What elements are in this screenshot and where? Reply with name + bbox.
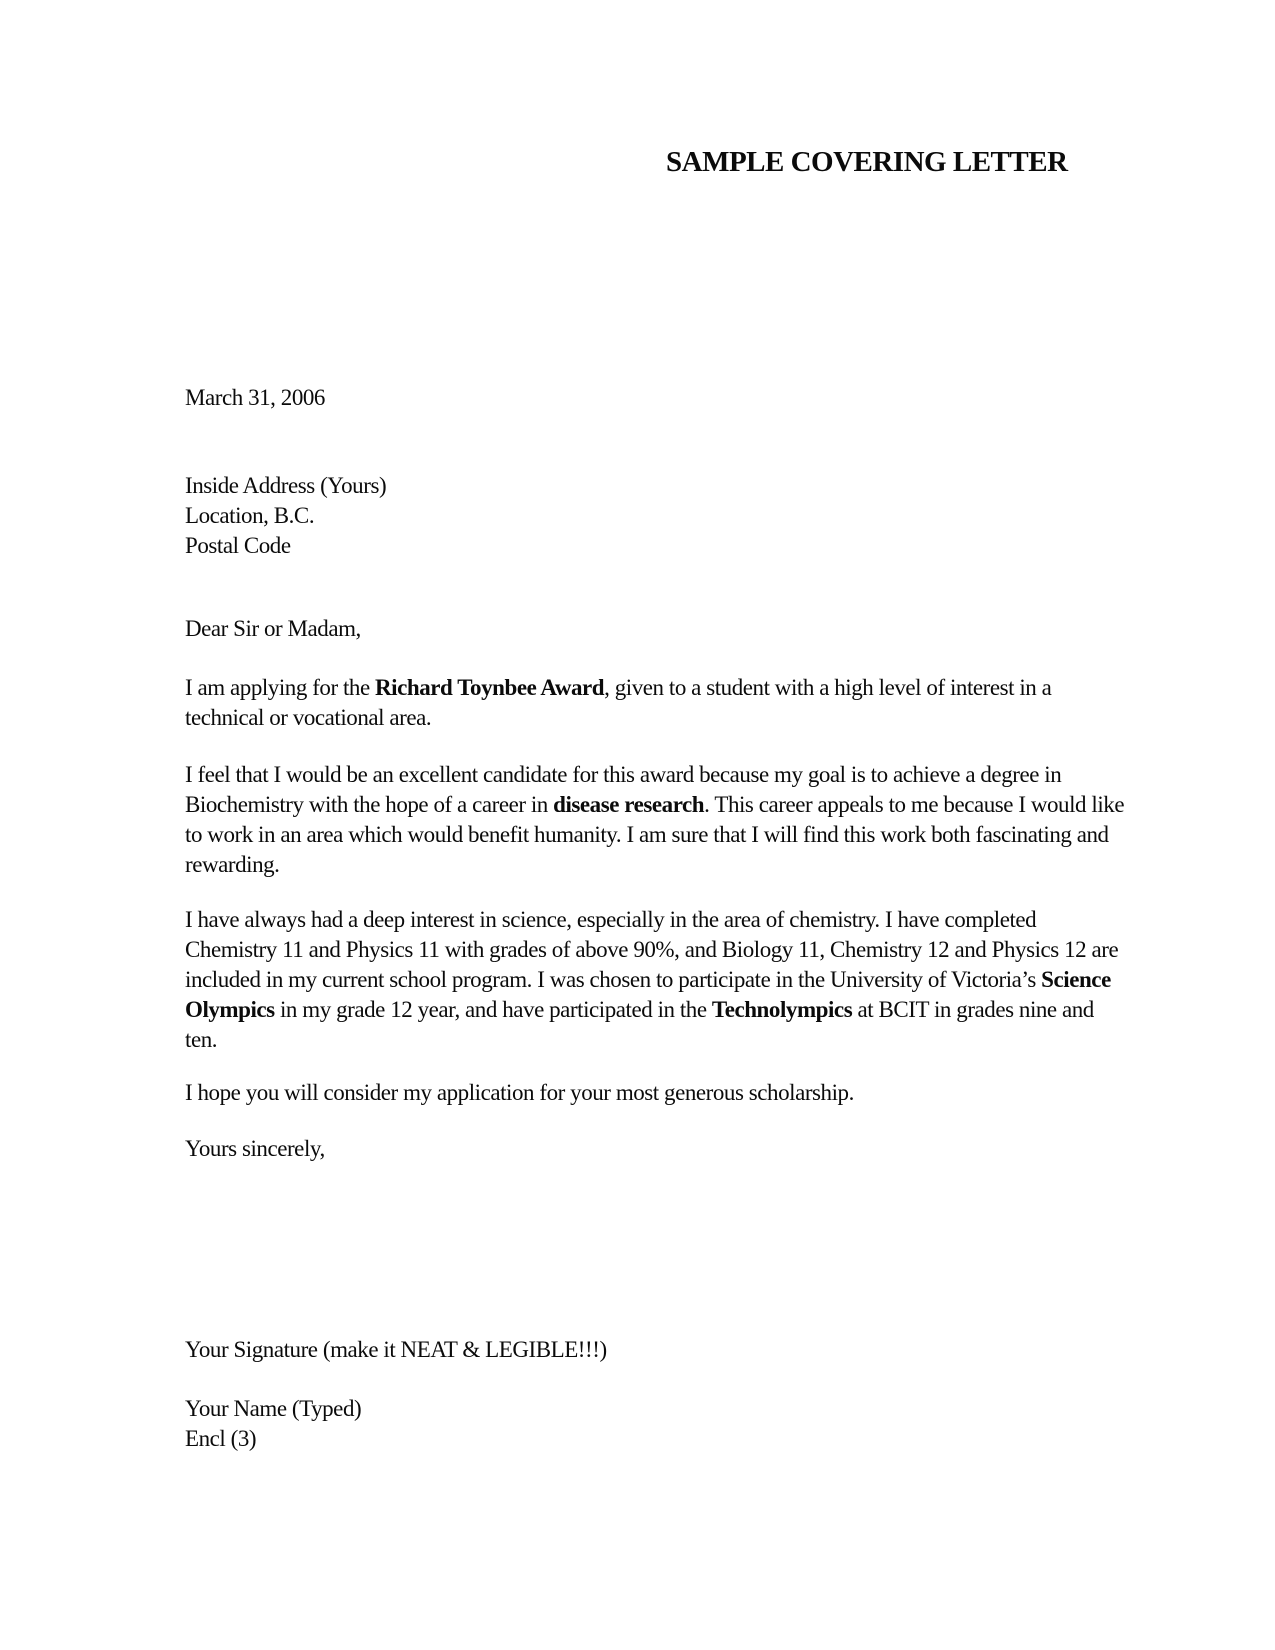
address-line-2: Location, B.C. bbox=[185, 503, 315, 528]
typed-name-line: Your Name (Typed) bbox=[185, 1396, 362, 1421]
paragraph-4 bbox=[185, 1078, 1130, 1108]
paragraph-3 bbox=[185, 905, 1130, 1055]
text-run-bold: Technolympics bbox=[711, 997, 853, 1022]
text-run: I hope you will consider my application for your most generous scholarship. bbox=[185, 1080, 854, 1105]
text-run: . This career appeals to me because I would like to work in an area which would benefit humanity. I am sure that I will find this work both fascinating and rewarding. bbox=[185, 792, 1125, 877]
letter-title: SAMPLE COVERING LETTER bbox=[666, 146, 1068, 178]
text-run: , given to a student with a high level of interest in a technical or vocational area. bbox=[185, 675, 1052, 730]
paragraph-1 bbox=[185, 673, 1130, 733]
text-run-bold: Science Olympics bbox=[185, 967, 1111, 1022]
address-line-1: Inside Address (Yours) bbox=[185, 473, 387, 498]
signature-instruction-line: Your Signature (make it NEAT & LEGIBLE!!!) bbox=[185, 1337, 607, 1362]
salutation: Dear Sir or Madam, bbox=[185, 616, 361, 641]
text-run: I have always had a deep interest in science, especially in the area of chemistry. I have completed Chemistry 11 and Physics 11 with grades of above 90%, and Biology 11, Chemistry 12 and Physics 12 are included in my current school program. I was chosen to participate in the University of Victoria’s bbox=[185, 907, 1119, 992]
enclosure-line: Encl (3) bbox=[185, 1426, 257, 1451]
inside-address-block bbox=[185, 471, 1130, 561]
text-run-bold: Richard Toynbee Award bbox=[375, 675, 605, 700]
text-run: in my grade 12 year, and have participated in the bbox=[274, 997, 712, 1022]
paragraph-2 bbox=[185, 760, 1130, 880]
letter-date: March 31, 2006 bbox=[185, 385, 325, 410]
typed-name-block bbox=[185, 1394, 1130, 1454]
text-run: I am applying for the bbox=[185, 675, 376, 700]
text-run-bold: disease research bbox=[553, 792, 705, 817]
closing: Yours sincerely, bbox=[185, 1136, 325, 1161]
address-line-3: Postal Code bbox=[185, 533, 291, 558]
text-run: at BCIT in grades nine and ten. bbox=[185, 997, 1094, 1052]
text-run: I feel that I would be an excellent candidate for this award because my goal is to achieve a degree in Biochemistry with the hope of a career in bbox=[185, 762, 1062, 817]
